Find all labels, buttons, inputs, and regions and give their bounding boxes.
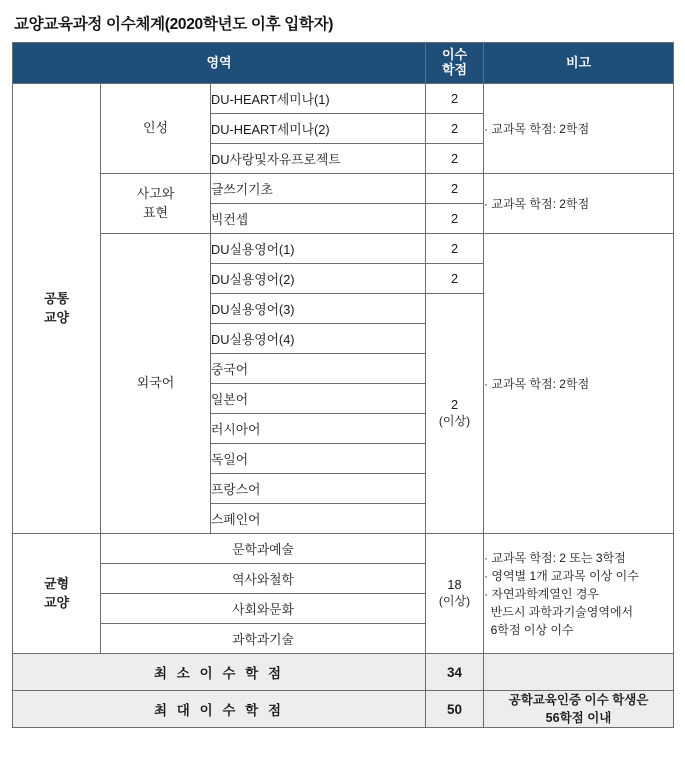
- area-label-line2: 교양: [43, 309, 70, 325]
- course-credit: 2: [426, 234, 484, 264]
- summary-credit: 50: [426, 691, 484, 728]
- note-line: · 영역별 1개 교과목 이상 이수: [484, 568, 639, 583]
- course-name: 역사와철학: [101, 564, 426, 594]
- summary-note-line2: 56학점 이내: [545, 711, 612, 726]
- course-name: 프랑스어: [211, 474, 426, 504]
- header-area: 영역: [13, 43, 426, 84]
- note-line: · 교과목 학점: 2학점: [484, 121, 590, 136]
- course-name: 중국어: [211, 354, 426, 384]
- note-cell-character: [484, 84, 674, 174]
- header-credit: [426, 43, 484, 84]
- course-name: 문학과예술: [101, 534, 426, 564]
- summary-label: 최 대 이 수 학 점: [13, 691, 426, 728]
- note-line: 6학점 이상 이수: [484, 622, 574, 637]
- course-credit: 2: [426, 144, 484, 174]
- note-line: · 교과목 학점: 2 또는 3학점: [484, 550, 626, 565]
- summary-row-max: [13, 691, 674, 728]
- note-cell-thinking: [484, 174, 674, 234]
- course-name: DU사랑및자유프로젝트: [211, 144, 426, 174]
- credit-qualifier: (이상): [438, 414, 471, 429]
- course-name: DU-HEART세미나(2): [211, 114, 426, 144]
- credit-value: 2: [450, 397, 459, 413]
- course-name: 독일어: [211, 444, 426, 474]
- course-name: DU실용영어(4): [211, 324, 426, 354]
- course-name: 글쓰기기초: [211, 174, 426, 204]
- note-line: 반드시 과학과기술영역에서: [484, 604, 634, 619]
- area-label-line1: 공통: [43, 290, 70, 306]
- summary-note-line1: 공학교육인증 이수 학생은: [508, 693, 649, 707]
- page-title: 교양교육과정 이수체계(2020학년도 이후 입학자): [14, 16, 334, 33]
- course-name: 빅컨셉: [211, 204, 426, 234]
- subgroup-cell-character: 인성: [101, 84, 211, 174]
- course-credit: 2: [426, 84, 484, 114]
- course-name: 사회와문화: [101, 594, 426, 624]
- course-name: 스페인어: [211, 504, 426, 534]
- note-line: · 교과목 학점: 2학점: [484, 196, 590, 211]
- area-cell-balanced: [13, 534, 101, 654]
- summary-note: [484, 691, 674, 728]
- credit-qualifier: (이상): [438, 594, 471, 609]
- curriculum-table: [12, 42, 674, 728]
- subgroup-label-line2: 표현: [142, 204, 169, 220]
- header-credit-line2: 학점: [441, 62, 468, 77]
- note-line: · 교과목 학점: 2학점: [484, 376, 590, 391]
- subgroup-cell-thinking: [101, 174, 211, 234]
- summary-label: 최 소 이 수 학 점: [13, 654, 426, 691]
- table-header: [13, 43, 674, 84]
- merged-credit-balanced: [426, 534, 484, 654]
- course-credit: 2: [426, 204, 484, 234]
- subgroup-label-line1: 사고와: [136, 185, 175, 201]
- summary-credit: 34: [426, 654, 484, 691]
- course-credit: 2: [426, 264, 484, 294]
- subgroup-cell-foreign: 외국어: [101, 234, 211, 534]
- table-row: [13, 174, 674, 204]
- area-cell-common: [13, 84, 101, 534]
- area-label-line2: 교양: [43, 594, 70, 610]
- area-label-line1: 균형: [43, 575, 70, 591]
- merged-credit-foreign: [426, 294, 484, 534]
- table-row: [13, 534, 674, 564]
- table-body: [13, 84, 674, 728]
- course-name: DU실용영어(3): [211, 294, 426, 324]
- note-line: · 자연과학계열인 경우: [484, 586, 600, 601]
- course-credit: 2: [426, 174, 484, 204]
- course-name: DU실용영어(1): [211, 234, 426, 264]
- note-cell-foreign: [484, 234, 674, 534]
- course-name: DU실용영어(2): [211, 264, 426, 294]
- course-name: 과학과기술: [101, 624, 426, 654]
- header-credit-line1: 이수: [441, 47, 468, 63]
- credit-value: 18: [447, 577, 462, 593]
- course-name: 일본어: [211, 384, 426, 414]
- summary-note: [484, 654, 674, 691]
- header-note: 비고: [484, 43, 674, 84]
- summary-row-min: [13, 654, 674, 691]
- course-name: DU-HEART세미나(1): [211, 84, 426, 114]
- note-cell-balanced: [484, 534, 674, 654]
- course-name: 러시아어: [211, 414, 426, 444]
- course-credit: 2: [426, 114, 484, 144]
- table-row: [13, 234, 674, 264]
- table-row: [13, 84, 674, 114]
